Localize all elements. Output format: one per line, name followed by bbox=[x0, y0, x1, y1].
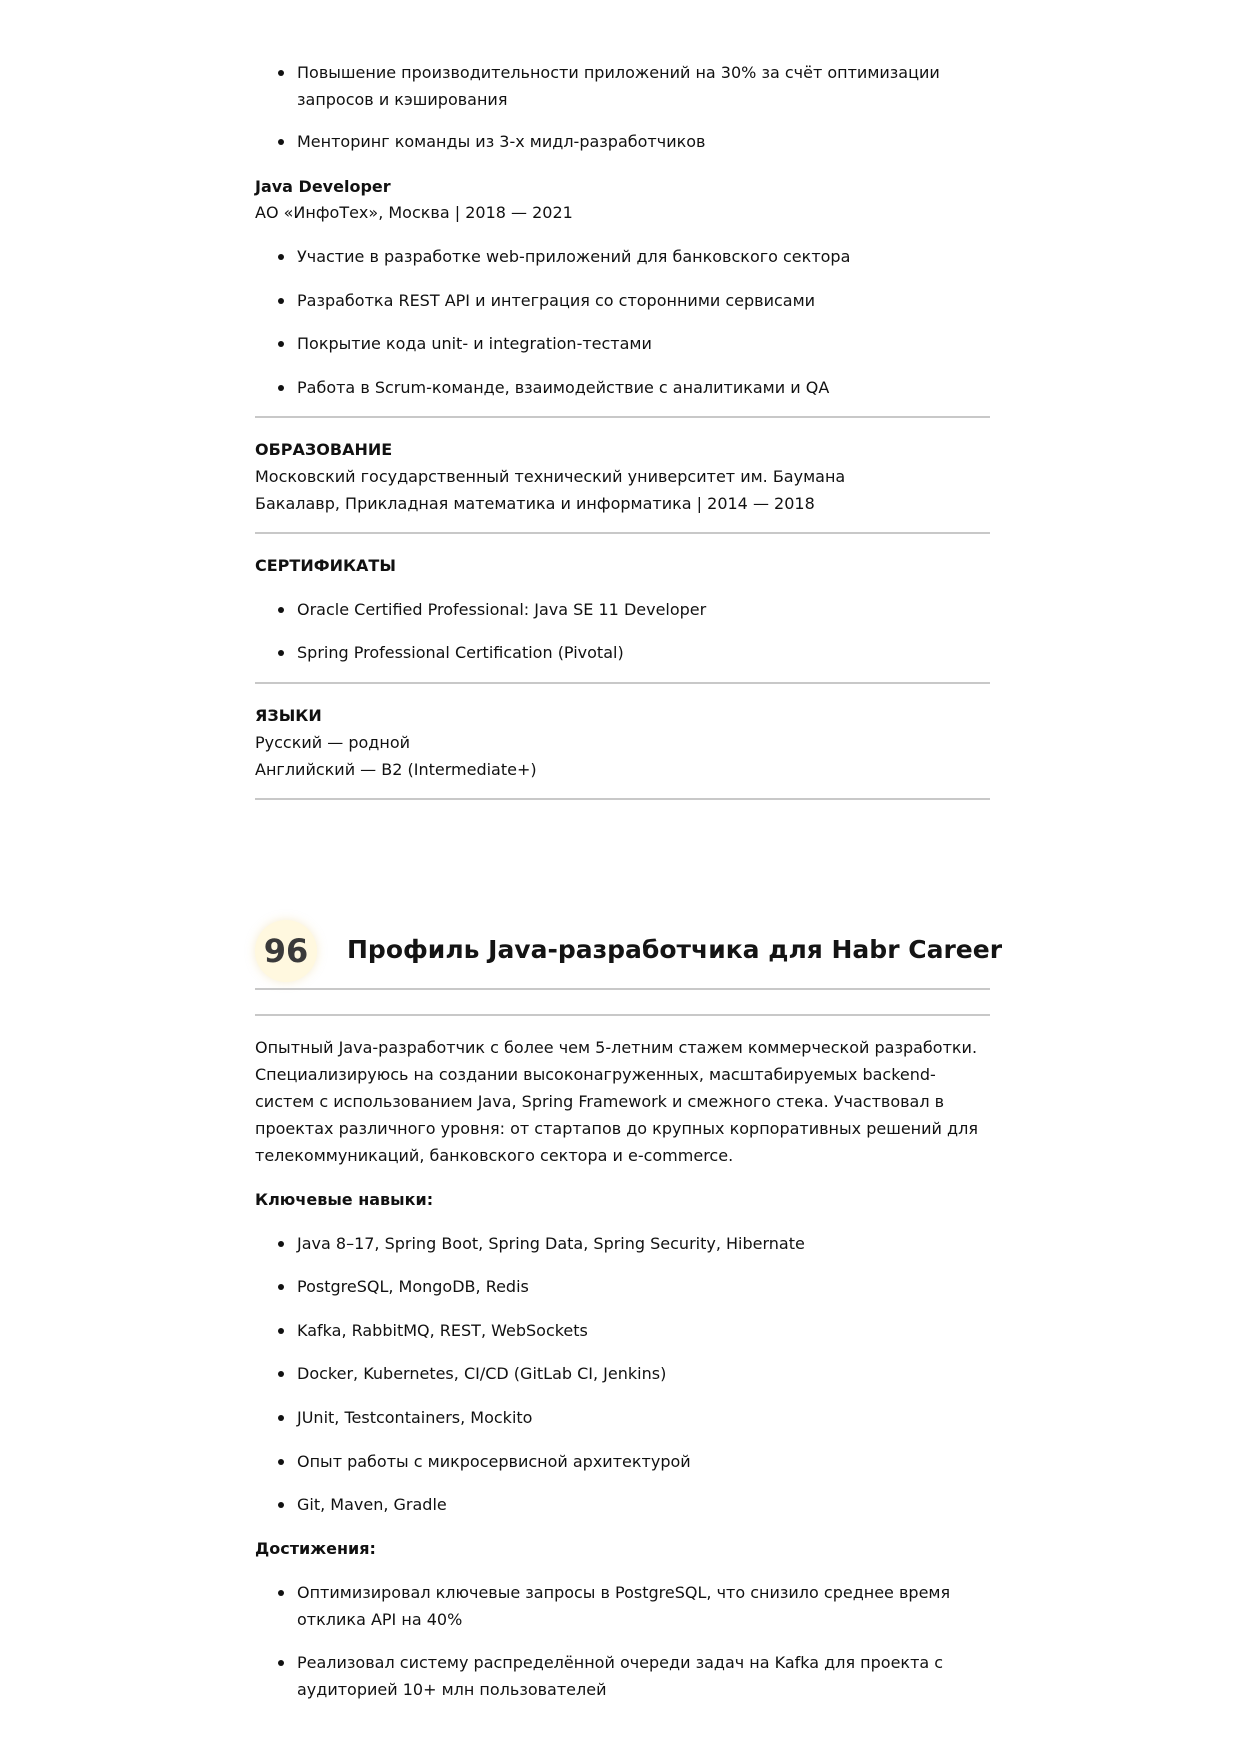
section-heading bbox=[255, 920, 1003, 986]
divider bbox=[255, 798, 990, 800]
profile-intro: Опытный Java-разработчик с более чем 5-летним стажем коммерческой разработки. Специализируюсь на создании высоконагруженных, масштабируемых backend-систем с использованием Java, Spring Framework и смежного стека. Участвовал в проектах различного уровня: от стартапов до крупных корпоративных решений для телекоммуникаций, банковского сектора и e-commerce. bbox=[255, 1038, 978, 1165]
heading-underline bbox=[255, 988, 990, 990]
list-item: Оптимизировал ключевые запросы в PostgreSQL, что снизило среднее время отклика API на 40% bbox=[255, 1579, 990, 1633]
skills-list bbox=[255, 1404, 990, 1431]
language-item: Английский — B2 (Intermediate+) bbox=[255, 760, 537, 779]
language-item: Русский — родной bbox=[255, 733, 410, 752]
list-item: Git, Maven, Gradle bbox=[255, 1491, 990, 1518]
list-item: Разработка REST API и интеграция со сторонними сервисами bbox=[255, 287, 990, 314]
job-title: Java Developer bbox=[255, 177, 391, 196]
list-item: Опыт работы с микросервисной архитектурой bbox=[255, 1448, 990, 1475]
section-number-badge: 96 bbox=[255, 920, 317, 982]
section-title: Профиль Java-разработчика для Habr Career bbox=[347, 935, 1003, 964]
list-item: Покрытие кода unit- и integration-тестами bbox=[255, 330, 990, 357]
list-item: Oracle Certified Professional: Java SE 11 Developer bbox=[255, 596, 990, 623]
list-item: Java 8–17, Spring Boot, Spring Data, Spring Security, Hibernate bbox=[255, 1230, 990, 1257]
achievements-heading: Достижения: bbox=[255, 1539, 376, 1558]
skills-list bbox=[255, 1317, 990, 1344]
list-item: PostgreSQL, MongoDB, Redis bbox=[255, 1273, 990, 1300]
job-bullets bbox=[255, 243, 990, 270]
achievements-list bbox=[255, 1649, 990, 1703]
list-item: Повышение производительности приложений на 30% за счёт оптимизации запросов и кэширования bbox=[255, 59, 990, 113]
skills-list bbox=[255, 1491, 990, 1518]
job-bullets bbox=[255, 287, 990, 314]
certificates-heading: СЕРТИФИКАТЫ bbox=[255, 556, 396, 575]
divider bbox=[255, 682, 990, 684]
certificates-list bbox=[255, 596, 990, 623]
previous-job-bullets bbox=[255, 59, 990, 113]
job-bullets bbox=[255, 330, 990, 357]
list-item: JUnit, Testcontainers, Mockito bbox=[255, 1404, 990, 1431]
previous-job-bullets-2 bbox=[255, 128, 990, 155]
divider bbox=[255, 532, 990, 534]
skills-heading: Ключевые навыки: bbox=[255, 1190, 434, 1209]
list-item: Реализовал систему распределённой очереди задач на Kafka для проекта с аудиторией 10+ млн пользователей bbox=[255, 1649, 990, 1703]
achievements-list bbox=[255, 1579, 990, 1633]
list-item: Kafka, RabbitMQ, REST, WebSockets bbox=[255, 1317, 990, 1344]
list-item: Docker, Kubernetes, CI/CD (GitLab CI, Jenkins) bbox=[255, 1360, 990, 1387]
skills-list bbox=[255, 1273, 990, 1300]
list-item: Работа в Scrum-команде, взаимодействие с аналитиками и QA bbox=[255, 374, 990, 401]
list-item: Менторинг команды из 3-х мидл-разработчиков bbox=[255, 128, 990, 155]
skills-list bbox=[255, 1448, 990, 1475]
job-bullets bbox=[255, 374, 990, 401]
languages-heading: ЯЗЫКИ bbox=[255, 706, 322, 725]
education-heading: ОБРАЗОВАНИЕ bbox=[255, 440, 393, 459]
divider bbox=[255, 416, 990, 418]
skills-list bbox=[255, 1230, 990, 1257]
list-item: Spring Professional Certification (Pivotal) bbox=[255, 639, 990, 666]
education-university: Московский государственный технический университет им. Баумана bbox=[255, 467, 846, 486]
education-degree: Бакалавр, Прикладная математика и информатика | 2014 — 2018 bbox=[255, 494, 815, 513]
certificates-list bbox=[255, 639, 990, 666]
skills-list bbox=[255, 1360, 990, 1387]
list-item: Участие в разработке web-приложений для банковского сектора bbox=[255, 243, 990, 270]
job-company-line: АО «ИнфоТех», Москва | 2018 — 2021 bbox=[255, 203, 573, 222]
divider bbox=[255, 1014, 990, 1016]
